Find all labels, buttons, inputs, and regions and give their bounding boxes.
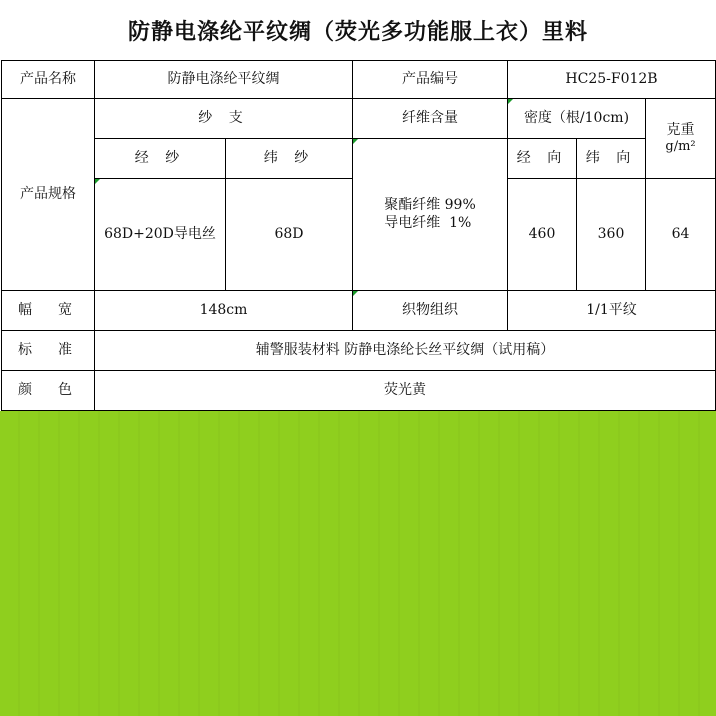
weight-label-cell — [646, 99, 716, 179]
weft-density-label: 纬 向 — [577, 139, 646, 179]
weight-label: 克重 — [666, 121, 695, 138]
row-width — [2, 291, 716, 331]
spec-table — [1, 60, 716, 411]
warp-yarn-value: 68D+20D导电丝 — [95, 179, 226, 291]
yarn-count-label: 纱 支 — [95, 99, 353, 139]
weave-label: 织物组织 — [353, 291, 508, 331]
density-label: 密度（根/10cm) — [508, 99, 646, 139]
product-code-value: HC25-F012B — [508, 61, 716, 99]
row-color — [2, 371, 716, 411]
row-standard — [2, 331, 716, 371]
fiber-line-conductive: 导电纤维 1% — [384, 214, 472, 231]
product-name-label: 产品名称 — [2, 61, 95, 99]
standard-label: 标 准 — [2, 331, 95, 371]
weft-density-value: 360 — [577, 179, 646, 291]
warp-yarn-label: 经 纱 — [95, 139, 226, 179]
fabric-swatch — [0, 411, 716, 716]
weight-unit: g/m² — [665, 139, 696, 155]
warp-density-value: 460 — [508, 179, 577, 291]
width-value: 148cm — [95, 291, 353, 331]
width-label: 幅 宽 — [2, 291, 95, 331]
fiber-line-polyester: 聚酯纤维 99% — [384, 197, 476, 213]
warp-density-label: 经 向 — [508, 139, 577, 179]
standard-value: 辅警服装材料 防静电涤纶长丝平纹绸（试用稿） — [95, 331, 716, 371]
weft-yarn-label: 纬 纱 — [226, 139, 353, 179]
fiber-content-value — [353, 139, 508, 291]
product-code-label: 产品编号 — [353, 61, 508, 99]
color-value: 荧光黄 — [95, 371, 716, 411]
fiber-content-label: 纤维含量 — [353, 99, 508, 139]
page-title: 防静电涤纶平纹绸（荧光多功能服上衣）里料 — [127, 18, 588, 45]
color-label: 颜 色 — [2, 371, 95, 411]
row-product-name — [2, 61, 716, 99]
weave-value: 1/1平纹 — [508, 291, 716, 331]
spec-label: 产品规格 — [2, 99, 95, 291]
product-name-value: 防静电涤纶平纹绸 — [95, 61, 353, 99]
weight-value: 64 — [646, 179, 716, 291]
row-spec-subheader — [2, 139, 716, 179]
row-spec-header — [2, 99, 716, 139]
weft-yarn-value: 68D — [226, 179, 353, 291]
